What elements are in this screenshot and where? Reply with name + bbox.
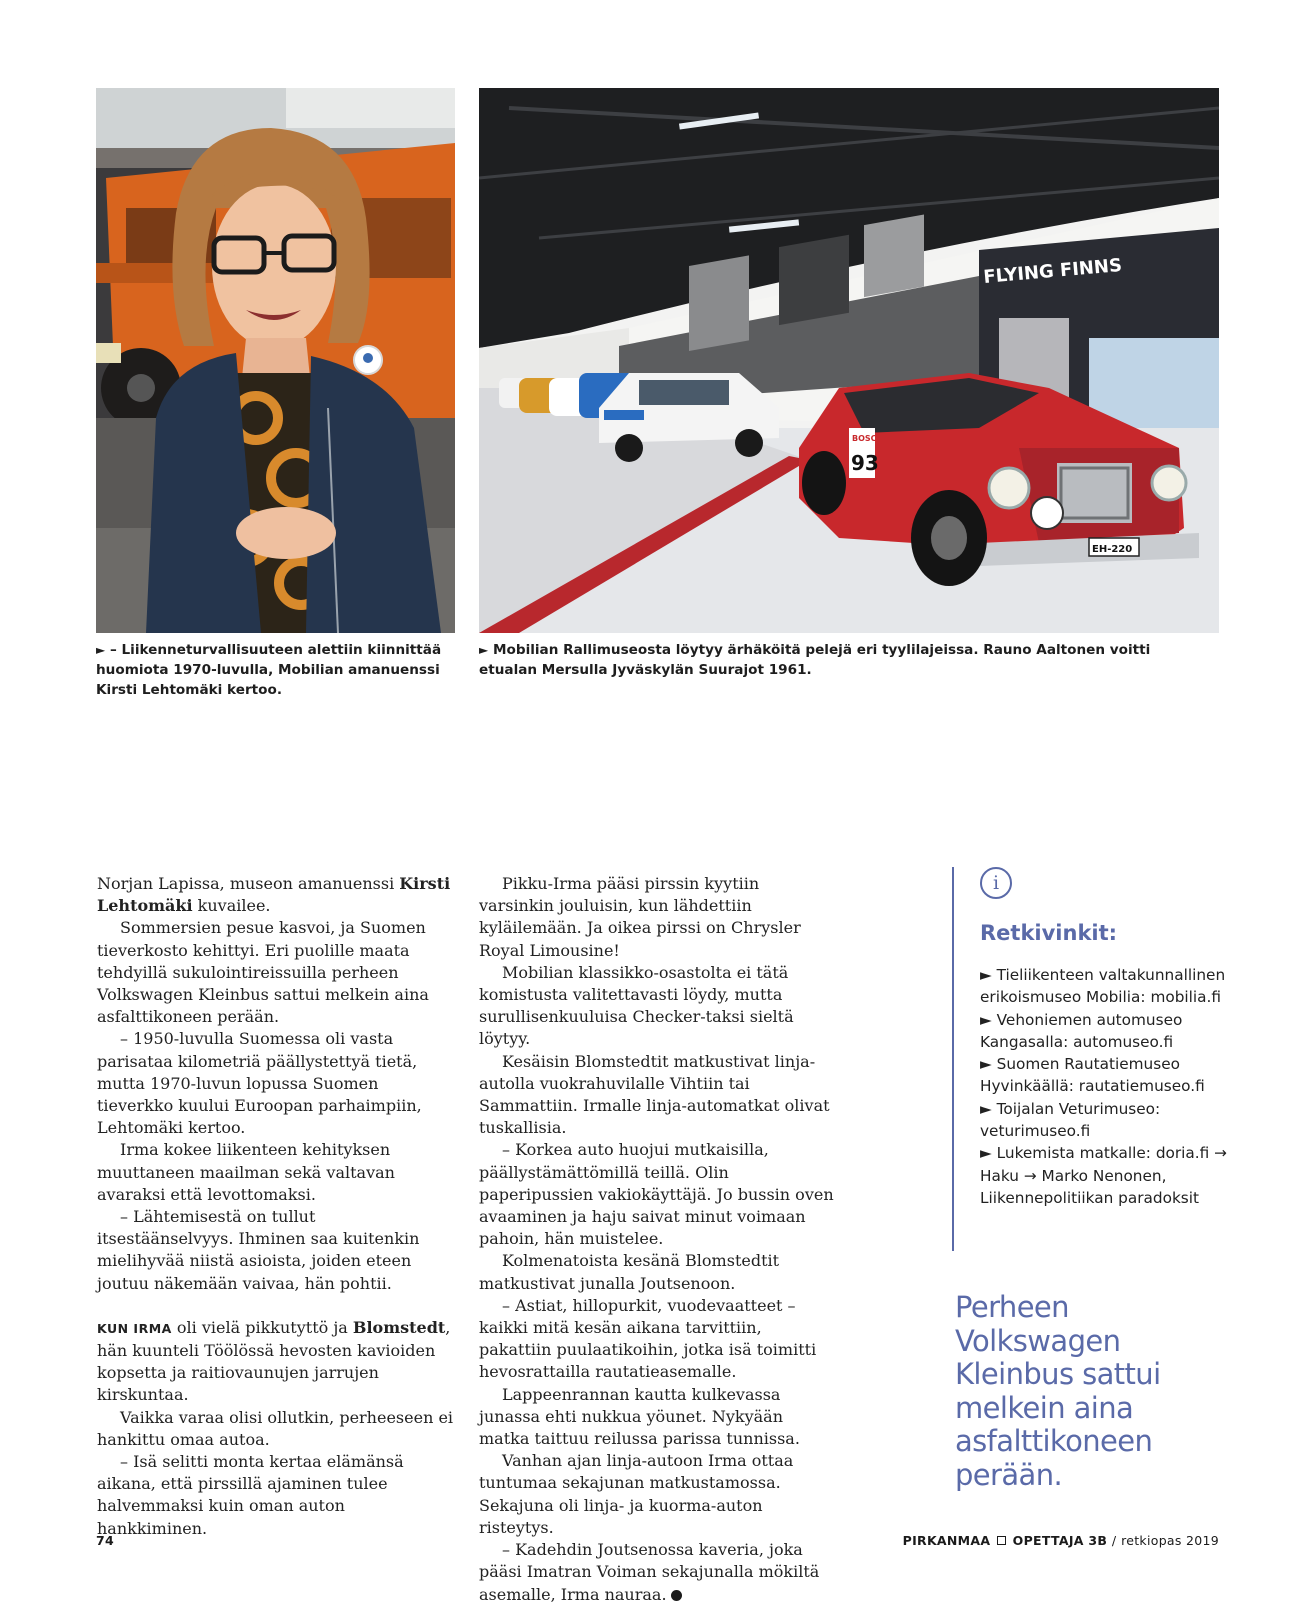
info-list-item: ► Suomen Rautatiemuseo Hyvinkäällä: rautatiemuseo.fi [980, 1055, 1205, 1096]
paragraph: Vanhan ajan linja-autoon Irma ottaa tuntumaa sekajunan matkustamossa. Sekajuna oli linja- ja kuorma-auton risteytys. [479, 1451, 794, 1537]
paragraph: Pikku-Irma pääsi pirssin kyytiin varsinkin jouluisin, kun lähdettiin kyläilemään. Ja oikea pirssi on Chrysler Royal Limousine! [479, 874, 801, 960]
info-icon: i [980, 867, 1012, 899]
caption-rally-museum-text: Mobilian Rallimuseosta löytyy ärhäköitä pelejä eri tyylilajeissa. Rauno Aaltonen voitti etualan Mersulla Jyväskylän Suurajot 1961. [479, 642, 1151, 678]
footer-publication: OPETTAJA 3B [1012, 1533, 1108, 1548]
paragraph-text: , hän kuunteli Töölössä hevosten kavioiden kopsetta ja raitiovaunujen jarrujen kirskuntaa. [97, 1317, 451, 1405]
section-lead-in: KUN IRMA [97, 1320, 172, 1336]
caption-rally-museum [479, 640, 1199, 680]
paragraph: Kesäisin Blomstedtit matkustivat linja-autolla vuokrahuvilalle Vihtiin tai Sammattiin. Irmalle linja-automatkat olivat tuskallisia. [479, 1051, 830, 1138]
square-separator-icon [997, 1536, 1006, 1545]
paragraph-text: oli vielä pikkutyttö ja [171, 1317, 353, 1337]
section-break [97, 1295, 455, 1317]
paragraph: – 1950-luvulla Suomessa oli vasta parisataa kilometriä päällystettyä tietä, mutta 1970-luvun lopussa Suomen tieverkko kuului Euroopan parhaimpiin, Lehtomäki kertoo. [97, 1029, 422, 1138]
footer-region: PIRKANMAA [902, 1533, 991, 1548]
info-list-item: ► Toijalan Veturimuseo: veturimuseo.fi [980, 1099, 1161, 1141]
person-name: Blomstedt [352, 1317, 446, 1337]
info-list-item: ► Vehoniemen automuseo Kangasalla: automuseo.fi [980, 1010, 1183, 1051]
info-box [952, 867, 1227, 1251]
license-plate: EH-220 [1092, 544, 1133, 555]
start-number: 93 [851, 451, 879, 475]
pull-quote: Perheen Volkswagen Kleinbus sattui melkein aina asfalttikoneen perään. [955, 1290, 1161, 1492]
paragraph-text: Norjan Lapissa, museon amanuenssi [97, 874, 400, 893]
article-column-1 [97, 873, 455, 1540]
info-box-list [980, 964, 1230, 1209]
caption-arrow-icon: ► [479, 643, 489, 657]
paragraph: Mobilian klassikko-osastolta ei tätä komistusta valitettavasti löydy, mutta surullisenkuuluisa Checker-taksi sieltä löytyy. [479, 962, 794, 1049]
caption-arrow-icon: ► [96, 643, 106, 657]
paragraph: Sommersien pesue kasvoi, ja Suomen tieverkosto kehittyi. Eri puolille maata tehdyillä sukulointireissuilla perheen Volkswagen Kleinbus sattui melkein aina asfalttikoneen perään. [97, 918, 429, 1027]
paragraph: Irma kokee liikenteen kehityksen muuttaneen maailman sekä valtavan avaraksi että levottomaksi. [97, 1140, 395, 1204]
paragraph [479, 1539, 835, 1606]
photo-rally-museum [479, 88, 1219, 633]
info-list-item: ► Lukemista matkalle: doria.fi → Haku → Marko Nenonen, Liikennepolitiikan paradoksit [980, 1144, 1227, 1207]
person-name: Kirsti Lehtomäki [97, 874, 451, 916]
article-column-2 [479, 873, 835, 1606]
paragraph-text: kuvailee. [192, 896, 271, 916]
paragraph: – Isä selitti monta kertaa elämänsä aikana, että pirssillä ajaminen tulee halvemmaksi kuin oman auton hankkiminen. [97, 1452, 404, 1538]
caption-portrait-text: – Liikenneturvallisuuteen alettiin kiinnittää huomiota 1970-luvulla, Mobilian amanuenssi Kirsti Lehtomäki kertoo. [96, 642, 442, 698]
paragraph: Lappeenrannan kautta kulkevassa junassa ehti nukkua yöunet. Nykyään matka taittuu reilussa parissa tunnissa. [479, 1384, 800, 1449]
page-number: 74 [96, 1533, 114, 1548]
paragraph-text: – Kadehdin Joutsenossa kaveria, joka pääsi Imatran Voiman sekajunalla mökiltä asemalle, Irma nauraa. [479, 1540, 820, 1604]
footer-separator: / [1111, 1533, 1117, 1548]
paragraph: Kolmenatoista kesänä Blomstedtit matkustivat junalla Joutsenoon. [479, 1251, 780, 1293]
banner-text: FLYING FINNS [982, 254, 1123, 288]
running-footer [903, 1533, 1219, 1548]
rally-hall-illustration [479, 88, 1219, 633]
paragraph: – Lähtemisestä on tullut itsestäänselvyys. Ihminen saa kuitenkin mielihyvää niistä asioista, joiden eteen joutuu näkemään vaivaa, hän pohtii. [97, 1207, 420, 1293]
paragraph: – Astiat, hillopurkit, vuodevaatteet – kaikki mitä kesän aikana tarvittiin, pakattiin puulaatikoihin, jotka isä toimitti hevosrattailla rautatieasemalle. [479, 1295, 817, 1382]
footer-issue: retkiopas 2019 [1121, 1533, 1219, 1548]
end-mark-icon [671, 1590, 682, 1601]
info-box-title: Retkivinkit: [980, 921, 1118, 945]
photo-kirsti-lehtomaki [96, 88, 455, 633]
paragraph: – Korkea auto huojui mutkaisilla, päällystämättömillä teillä. Olin paperipussien vakiokäyttäjä. Jo bussin oven avaaminen ja haju saivat minut voimaan pahoin, hän muistelee. [479, 1140, 834, 1249]
portrait-illustration [96, 88, 455, 633]
paragraph [97, 1317, 455, 1407]
caption-portrait [96, 640, 456, 700]
paragraph [97, 873, 455, 917]
info-list-item: ► Tieliikenteen valtakunnallinen erikoismuseo Mobilia: mobilia.fi [980, 966, 1226, 1007]
sponsor-text: BOSCH [852, 434, 884, 443]
paragraph: Vaikka varaa olisi ollutkin, perheeseen ei hankittu omaa autoa. [97, 1407, 454, 1449]
